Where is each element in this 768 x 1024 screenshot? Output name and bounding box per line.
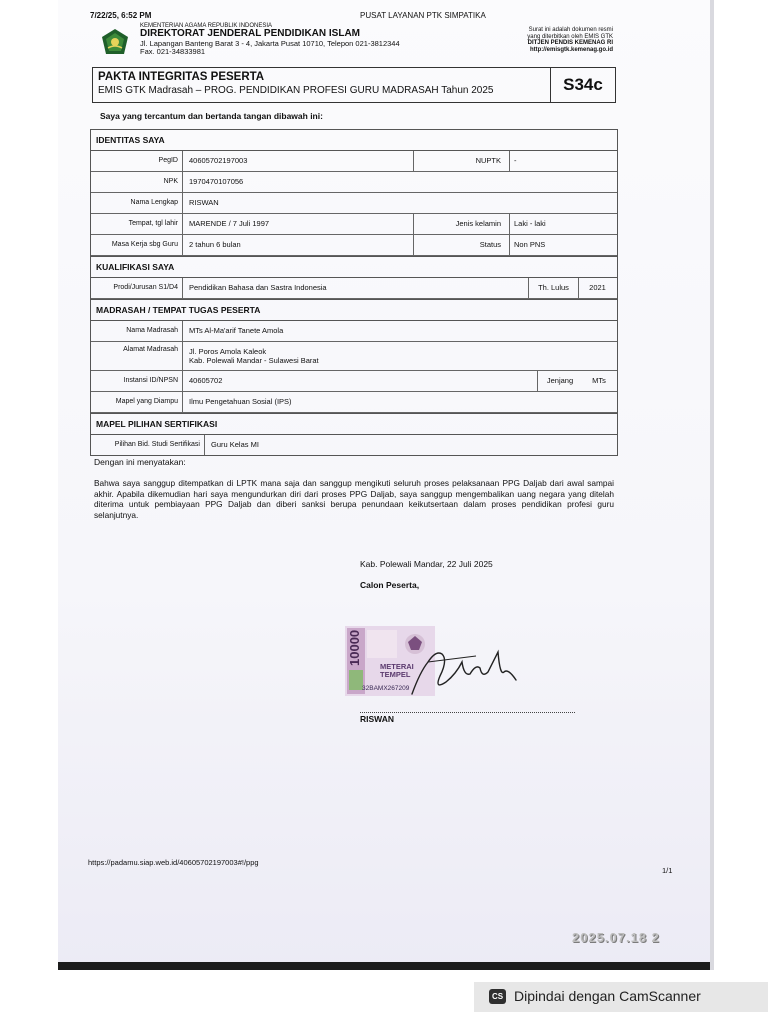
npk-value: 1970470107056	[189, 177, 244, 186]
ministry-logo-icon	[100, 28, 130, 56]
row-npk	[91, 172, 617, 193]
institution-address: Jl. Lapangan Banteng Barat 3 - 4, Jakarta Pusat 10710, Telepon 021-3812344	[140, 38, 400, 48]
form-code: S34c	[550, 68, 615, 102]
row-alamat-madrasah	[91, 342, 617, 371]
jenjang-label: Jenjang	[537, 371, 582, 391]
place-date: Kab. Polewali Mandar, 22 Juli 2025	[360, 559, 493, 569]
section-madrasah: MADRASAH / TEMPAT TUGAS PESERTA	[91, 299, 617, 321]
page-number: 1/1	[662, 866, 673, 875]
note-line: DITJEN PENDIS KEMENAG RI	[527, 40, 613, 47]
note-link: http://emisgtk.kemenag.go.id	[529, 47, 613, 54]
lulus-value: 2021	[578, 278, 616, 298]
ministry-name: KEMENTERIAN AGAMA REPUBLIK INDONESIA	[140, 23, 273, 29]
signature-line	[360, 712, 575, 713]
jenjang-value: MTs	[592, 376, 606, 385]
directorate-name: DIREKTORAT JENDERAL PENDIDIKAN ISLAM	[140, 28, 361, 40]
pegid-value: 40605702197003	[189, 156, 248, 165]
pegid-label: PegID	[91, 151, 183, 171]
camscanner-label: Dipindai dengan CamScanner	[514, 988, 701, 1004]
official-note	[498, 27, 613, 54]
masa-label: Masa Kerja sbg Guru	[91, 235, 183, 255]
row-prodi	[91, 278, 617, 299]
lulus-label: Th. Lulus	[528, 278, 578, 298]
row-mapel	[91, 392, 617, 413]
row-pegid	[91, 151, 617, 172]
handwritten-signature	[398, 632, 528, 702]
ttl-value: MARENDE / 7 Juli 1997	[189, 219, 270, 228]
pilihan-value: Guru Kelas MI	[211, 440, 259, 449]
alamat-line-1: Jl. Poros Amola Kaleok	[189, 347, 267, 356]
stamp-title-line1: METERAI	[380, 662, 414, 671]
stamp-title-line2: TEMPEL	[380, 670, 411, 679]
note-line: yang diterbitkan oleh EMIS GTK	[527, 33, 613, 40]
pilihan-label: Pilihan Bid. Studi Sertifikasi	[91, 435, 205, 455]
document-title: PAKTA INTEGRITAS PESERTA	[98, 71, 265, 83]
nuptk-value: -	[509, 151, 517, 171]
declaration-body: Bahwa saya sanggup ditempatkan di LPTK mana saja dan sanggup mengikuti seluruh proses pelaksanaan PPG Daljab dari awal sampai akhir. Apabila dikemudian hari saya mengundurkan diri dari proses PPG Daljab, saya sanggup mengembalikan uang negara yang ditelah diterima untuk pembiayaan PPG Daljab dan diberi sanksi berupa penundaan keikutsertaan dalam proses pendidikan profesi guru selanjutnya.	[94, 478, 614, 520]
nuptk-label: NUPTK	[413, 151, 509, 171]
row-nama	[91, 193, 617, 214]
print-source: PUSAT LAYANAN PTK SIMPATIKA	[360, 11, 486, 20]
prodi-value: Pendidikan Bahasa dan Sastra Indonesia	[189, 283, 327, 292]
scan-shadow	[58, 962, 710, 970]
npsn-value: 40605702	[189, 376, 223, 385]
title-box	[92, 67, 616, 103]
row-npsn	[91, 371, 617, 392]
alamat-madrasah-value	[189, 347, 319, 365]
nama-madrasah-value: MTs Al-Ma'arif Tanete Amola	[189, 326, 284, 335]
nama-label: Nama Lengkap	[91, 193, 183, 213]
institution-fax: Fax. 021-34833981	[140, 46, 206, 56]
alamat-madrasah-label: Alamat Madrasah	[91, 342, 183, 370]
institution-header	[140, 23, 400, 56]
camscanner-badge	[474, 982, 768, 1012]
participant-form	[90, 129, 618, 456]
status-label: Status	[413, 235, 509, 255]
document-subtitle: EMIS GTK Madrasah – PROG. PENDIDIKAN PROFESI GURU MADRASAH Tahun 2025	[98, 85, 494, 96]
section-mapel-sertifikasi: MAPEL PILIHAN SERTIFIKASI	[91, 413, 617, 435]
mapel-value: Ilmu Pengetahuan Sosial (IPS)	[189, 397, 292, 406]
row-pilihan	[91, 435, 617, 455]
masa-value: 2 tahun 6 bulan	[189, 240, 241, 249]
row-ttl	[91, 214, 617, 235]
signer-name: RISWAN	[360, 714, 394, 724]
note-line: Surat ini adalah dokumen resmi	[528, 27, 613, 33]
candidate-label: Calon Peserta,	[360, 580, 420, 590]
mapel-label: Mapel yang Diampu	[91, 392, 183, 412]
jk-label: Jenis kelamin	[413, 214, 509, 234]
ttl-label: Tempat, tgl lahir	[91, 214, 183, 234]
stamp-serial: 32BAMX267209	[362, 685, 410, 692]
section-kualifikasi: KUALIFIKASI SAYA	[91, 256, 617, 278]
row-masa-kerja	[91, 235, 617, 256]
alamat-line-2: Kab. Polewali Mandar - Sulawesi Barat	[189, 356, 319, 365]
npk-label: NPK	[91, 172, 183, 192]
row-nama-madrasah	[91, 321, 617, 342]
section-identitas: IDENTITAS SAYA	[91, 130, 617, 151]
print-timestamp: 7/22/25, 6:52 PM	[90, 11, 152, 20]
paper-edge	[710, 0, 714, 970]
nama-madrasah-label: Nama Madrasah	[91, 321, 183, 341]
camera-datestamp: 2025.07.18 2	[572, 930, 660, 945]
npsn-label: Instansi ID/NPSN	[91, 371, 183, 391]
camscanner-logo-icon: CS	[489, 989, 506, 1004]
stamp-value: 10000	[347, 629, 362, 666]
jk-value: Laki - laki	[509, 214, 546, 234]
declaration-heading: Dengan ini menyatakan:	[94, 457, 186, 467]
prodi-label: Prodi/Jurusan S1/D4	[91, 278, 183, 298]
intro-text: Saya yang tercantum dan bertanda tangan dibawah ini:	[100, 111, 323, 121]
status-value: Non PNS	[509, 235, 545, 255]
footer-url: https://padamu.siap.web.id/40605702197003#!/ppg	[88, 858, 259, 867]
nama-value: RISWAN	[189, 198, 219, 207]
